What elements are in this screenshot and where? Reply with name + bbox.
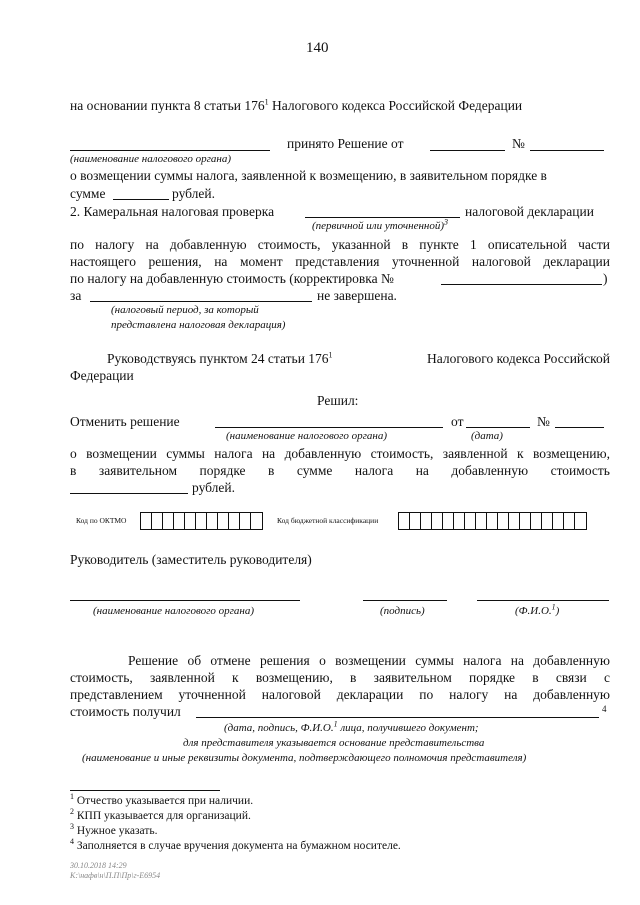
cancel-number-blank: [555, 427, 604, 428]
code-cell[interactable]: [443, 513, 454, 529]
received-blank: [196, 717, 599, 718]
cancel-rub-label: рублей.: [192, 480, 236, 495]
received-line-4: стоимость получил: [70, 704, 181, 719]
received-caption-3: (наименование и иные реквизиты документа, подтверждающего полномочия представителя): [82, 752, 527, 764]
accepted-decision-label: принято Решение от: [287, 136, 404, 151]
code-cell[interactable]: [498, 513, 509, 529]
footnote-3: $^3$ Нужное указать.: [70, 822, 158, 837]
received-line-2: стоимость, заявленной к возмещению, в заявительном порядке в связи с: [70, 670, 610, 685]
code-cell[interactable]: [174, 513, 185, 529]
intro-line: [70, 97, 522, 114]
word: на: [415, 463, 429, 478]
refund-sum-blank: [113, 199, 169, 200]
code-cell[interactable]: [465, 513, 476, 529]
word: в: [70, 463, 77, 478]
code-cell[interactable]: [421, 513, 432, 529]
guided-rest: Налогового кодекса Российской: [426, 351, 610, 366]
code-cell[interactable]: [454, 513, 465, 529]
received-caption-1: (дата, подпись, Ф.И.О.$^1$ лица, получившего документ;: [224, 719, 479, 734]
word: порядке: [199, 463, 246, 478]
correction-number-blank: [441, 284, 602, 285]
word: налога: [354, 463, 394, 478]
cancel-org-caption: (наименование налогового органа): [226, 430, 388, 442]
code-cell[interactable]: [531, 513, 542, 529]
code-cell[interactable]: [251, 513, 262, 529]
kbk-cells[interactable]: [398, 512, 587, 530]
vat-para-line-1: по налогу на добавленную стоимость, указанной в пункте 1 описательной части: [70, 237, 610, 252]
org-blank-line: [70, 150, 270, 151]
cancel-date-caption: (дата): [471, 430, 503, 442]
intro-sup: 1: [264, 97, 269, 107]
head-label: Руководитель (заместитель руководителя): [70, 552, 312, 567]
intro-rest: Налогового кодекса Российской Федерации: [268, 98, 523, 113]
sign-org-blank: [70, 600, 300, 601]
footnote-2: $^2$ КПП указывается для организаций.: [70, 807, 251, 822]
kbk-label: Код бюджетной классификации: [277, 516, 379, 525]
sign-org-caption: (наименование налогового органа): [93, 605, 255, 617]
period-caption-1: (налоговый период, за который: [111, 304, 259, 316]
period-za: за: [70, 288, 82, 303]
intro-text: на основании пункта 8 статьи 176: [70, 98, 265, 113]
sign-fio-blank: [477, 600, 609, 601]
decided-heading: Решил:: [317, 393, 359, 408]
code-cell[interactable]: [185, 513, 196, 529]
code-cell[interactable]: [564, 513, 575, 529]
received-caption-2: для представителя указывается основание представительства: [183, 737, 485, 749]
code-cell[interactable]: [229, 513, 240, 529]
decision-date-blank: [430, 150, 505, 151]
sign-signature-caption: (подпись): [380, 605, 425, 617]
cancel-number-sign: №: [537, 414, 550, 429]
cancel-org-blank: [215, 427, 443, 428]
cancel-decision-label: Отменить решение: [70, 414, 180, 429]
code-cell[interactable]: [141, 513, 152, 529]
word: стоимость: [550, 463, 610, 478]
code-cell[interactable]: [542, 513, 553, 529]
refund-rub-label: рублей.: [172, 186, 216, 201]
vat-para-line-3: по налогу на добавленную стоимость (корректировка №: [70, 271, 394, 286]
code-cell[interactable]: [218, 513, 229, 529]
audit-label: 2. Камеральная налоговая проверка: [70, 204, 275, 219]
code-cell[interactable]: [207, 513, 218, 529]
code-cell[interactable]: [152, 513, 163, 529]
audit-caption-text: (первичной или уточненной): [312, 220, 445, 232]
audit-caption-sup: 3: [444, 217, 449, 227]
cancel-ot-label: от: [451, 414, 464, 429]
vat-para-line-2: настоящего решения, на момент представления уточненной налоговой декларации: [70, 254, 610, 269]
refund-line-1: о возмещении суммы налога, заявленной к возмещению, в заявительном порядке в: [70, 168, 547, 183]
sign-fio-caption: (Ф.И.О.$^1$): [515, 602, 560, 617]
period-blank: [90, 301, 312, 302]
page-number: 140: [306, 40, 329, 56]
code-cell[interactable]: [399, 513, 410, 529]
org-caption-1: (наименование налогового органа): [70, 153, 232, 165]
footnote-separator: [70, 790, 220, 791]
audit-caption: [312, 217, 449, 233]
declaration-label: налоговой декларации: [465, 204, 594, 219]
code-cell[interactable]: [520, 513, 531, 529]
print-stamp-date: 30.10.2018 14:29: [70, 861, 127, 870]
word: в: [268, 463, 275, 478]
guided-line-1: [107, 350, 610, 367]
vat-para-line-3-end: ): [603, 271, 608, 286]
refund-sum-label: сумме: [70, 186, 106, 201]
received-line-3: представлением уточненной налоговой декларации по налогу на добавленную: [70, 687, 610, 702]
code-cell[interactable]: [432, 513, 443, 529]
oktmo-label: Код по ОКТМО: [76, 516, 127, 525]
period-caption-2: представлена налоговая декларация): [111, 319, 286, 331]
footnote-1: $^1$ Отчество указывается при наличии.: [70, 792, 254, 807]
code-cell[interactable]: [410, 513, 421, 529]
code-cell[interactable]: [196, 513, 207, 529]
not-completed-label: не завершена.: [317, 288, 397, 303]
guided-line-2: Федерации: [70, 368, 134, 383]
word: сумме: [296, 463, 333, 478]
footnote-4: $^4$ Заполняется в случае вручения документа на бумажном носителе.: [70, 837, 401, 852]
oktmo-cells[interactable]: [140, 512, 263, 530]
code-cell[interactable]: [240, 513, 251, 529]
word: добавленную: [451, 463, 529, 478]
word: заявительном: [98, 463, 178, 478]
code-cell[interactable]: [553, 513, 564, 529]
received-line-1: Решение об отмене решения о возмещении суммы налога на добавленную: [128, 653, 610, 668]
sign-signature-blank: [363, 600, 447, 601]
received-sup: 4: [602, 704, 607, 714]
code-cell[interactable]: [163, 513, 174, 529]
cancel-para-line-1: о возмещении суммы налога на добавленную стоимость, заявленной к возмещению,: [70, 446, 610, 461]
cancel-sum-blank: [70, 493, 188, 494]
print-stamp-path: К:\нафв\н\П.П\Пр\г-Е6954: [70, 871, 161, 880]
code-cell[interactable]: [509, 513, 520, 529]
code-cell[interactable]: [476, 513, 487, 529]
decision-number-sign: №: [512, 136, 525, 151]
cancel-date-blank: [466, 427, 530, 428]
audit-type-blank: [305, 217, 460, 218]
cancel-para-line-2: [70, 462, 610, 479]
code-cell[interactable]: [487, 513, 498, 529]
decision-number-blank: [530, 150, 604, 151]
code-cell[interactable]: [575, 513, 586, 529]
guided-text: Руководствуясь пунктом 24 статьи $176^1$: [107, 350, 333, 366]
